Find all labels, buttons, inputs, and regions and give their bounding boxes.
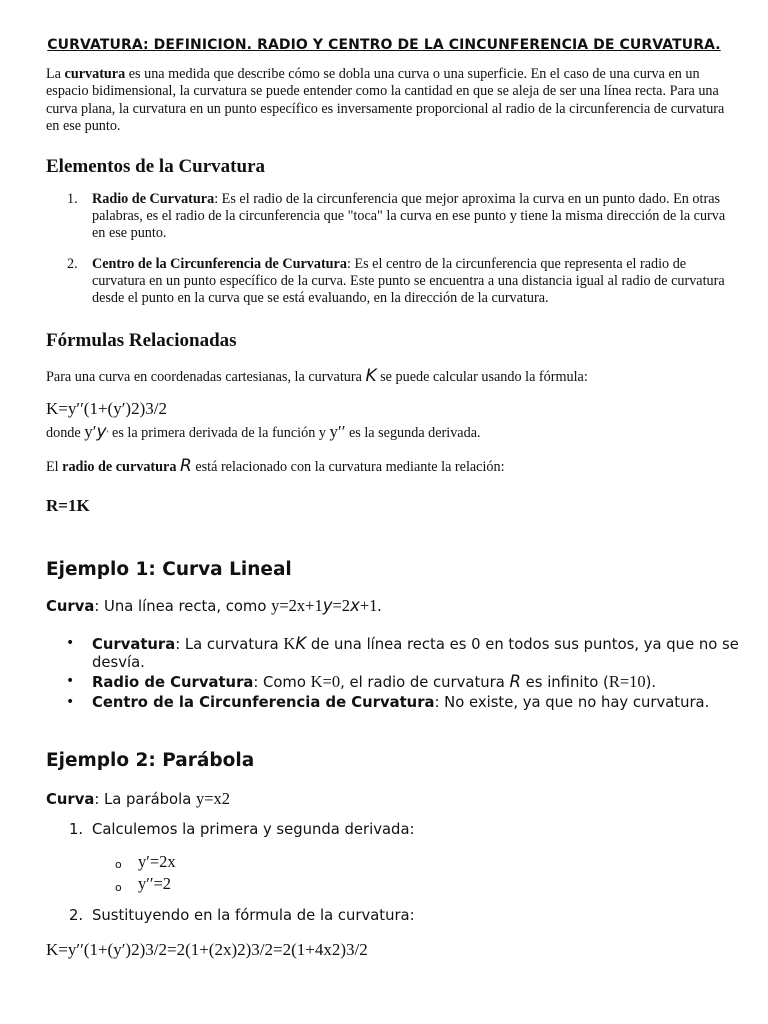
list-desc: : Es el centro de la circunferencia que representa el radio de curvatura en un punto específico de la curva. Este punto se encuentra a una distancia igual al radio de curvatura desde el punto en la curva que se está evaluando, en la dirección de la curvatura. <box>92 256 725 306</box>
intro-paragraph <box>46 66 726 136</box>
bullet-icon: • <box>66 673 75 689</box>
list-number: 1. <box>67 191 78 207</box>
bullet-item-centro <box>92 694 742 712</box>
text: : Una línea recta, como <box>94 598 272 615</box>
text: es la primera derivada de la función y <box>108 425 330 441</box>
first-derivative: y′=2x <box>138 852 176 871</box>
step-text: Calculemos la primera y segunda derivada: <box>92 821 415 838</box>
math-italic: x <box>350 596 360 615</box>
symbol-y-prime <box>84 422 108 441</box>
text: donde <box>46 425 85 441</box>
text: está relacionado con la curvatura mediante la relación: <box>191 459 505 475</box>
text: Para una curva en coordenadas cartesianas, la curvatura <box>46 369 366 385</box>
text: El <box>46 459 63 475</box>
section-heading-example1: Ejemplo 1: Curva Lineal <box>46 559 292 580</box>
curvature-formula: K=y′′(1+(y′)2)3/2 <box>46 399 167 418</box>
text: de una línea recta es 0 en todos sus puntos, ya que no se desvía. <box>92 636 739 671</box>
step-text: Sustituyendo en la fórmula de la curvatura: <box>92 907 415 924</box>
bullet-term: Centro de la Circunferencia de Curvatura <box>92 694 435 711</box>
math-italic: K <box>295 634 307 653</box>
text: se puede calcular usando la fórmula: <box>376 369 588 385</box>
step-number: 1. <box>69 821 84 838</box>
section-heading-elements: Elementos de la Curvatura <box>46 156 266 177</box>
radius-relation-paragraph <box>46 456 505 476</box>
bullet-icon: • <box>66 694 75 710</box>
page-title: CURVATURA: DEFINICION. RADIO Y CENTRO DE LA CINCUNFERENCIA DE CURVATURA. <box>47 37 721 53</box>
symbol-text: y′ <box>84 422 97 441</box>
section-heading-example2: Ejemplo 2: Parábola <box>46 750 255 771</box>
variable-k: K <box>365 366 377 386</box>
sub-bullet-icon: o <box>115 881 122 894</box>
math-text: +1. <box>359 596 382 615</box>
text: es la segunda derivada. <box>345 425 481 441</box>
text: ). <box>645 674 657 691</box>
list-text <box>92 191 732 242</box>
bullet-item-curvatura <box>92 635 742 672</box>
symbol-prime: ′ <box>106 429 109 439</box>
symbol-italic: y <box>96 422 107 442</box>
list-number: 2. <box>67 256 78 272</box>
text: : La parábola <box>94 791 196 808</box>
symbol-y-double-prime: y′′ <box>329 422 346 441</box>
math-expression: y=x2 <box>195 789 231 808</box>
step-number: 2. <box>69 907 84 924</box>
text: : Como <box>253 674 311 691</box>
formula-intro-paragraph <box>46 366 588 386</box>
intro-rest: es una medida que describe cómo se dobla una curva o una superficie. En el caso de una curva en un espacio bidimensional, la curvatura se puede entender como la cantidad en que se aleja de ser una línea recta. Para una curva plana, la curvatura en un punto específico es inversamente proporcional al radio de la circunferencia de curvatura en ese punto. <box>46 66 725 135</box>
example1-curve-line <box>46 596 382 616</box>
curve-label: Curva <box>46 598 95 615</box>
derivative-explanation <box>46 422 481 442</box>
text: : La curvatura <box>175 636 284 653</box>
example2-curve-line <box>46 789 230 809</box>
math-text: K=0 <box>310 672 341 691</box>
bullet-item-radio <box>92 673 742 692</box>
sub-bullet-icon: o <box>115 858 122 871</box>
text: , el radio de curvatura <box>340 674 510 691</box>
list-term: Centro de la Circunferencia de Curvatura <box>92 256 347 272</box>
bullet-icon: • <box>66 635 75 651</box>
second-derivative: y′′=2 <box>138 874 172 893</box>
list-desc: : Es el radio de la circunferencia que mejor aproxima la curva en un punto dado. En otras palabras, es el radio de la circunferencia que "toca" la curva en ese punto y tiene la misma dirección de la curva en ese punto. <box>92 191 726 241</box>
intro-lead: La <box>46 66 65 82</box>
bold-term: radio de curvatura <box>62 459 177 475</box>
section-heading-formulas: Fórmulas Relacionadas <box>46 330 237 351</box>
math-text: R=10 <box>608 672 646 691</box>
bullet-term: Curvatura <box>92 636 176 653</box>
text: : No existe, ya que no hay curvatura. <box>434 694 710 711</box>
math-expression: y=2x+1 <box>271 596 323 615</box>
math-italic: R <box>509 672 521 691</box>
list-text <box>92 256 732 307</box>
variable-r: R <box>179 456 192 476</box>
radius-formula: R=1K <box>46 496 90 515</box>
list-term: Radio de Curvatura <box>92 191 215 207</box>
bullet-term: Radio de Curvatura <box>92 674 254 691</box>
math-text: K <box>283 634 296 653</box>
curve-label: Curva <box>46 791 95 808</box>
math-text: =2 <box>332 596 351 615</box>
text: es infinito ( <box>520 674 609 691</box>
intro-bold-term: curvatura <box>64 66 126 82</box>
math-italic: y <box>322 596 333 615</box>
parabola-curvature-formula: K=y′′(1+(y′)2)3/2=2(1+(2x)2)3/2=2(1+4x2)3/2 <box>46 940 368 959</box>
